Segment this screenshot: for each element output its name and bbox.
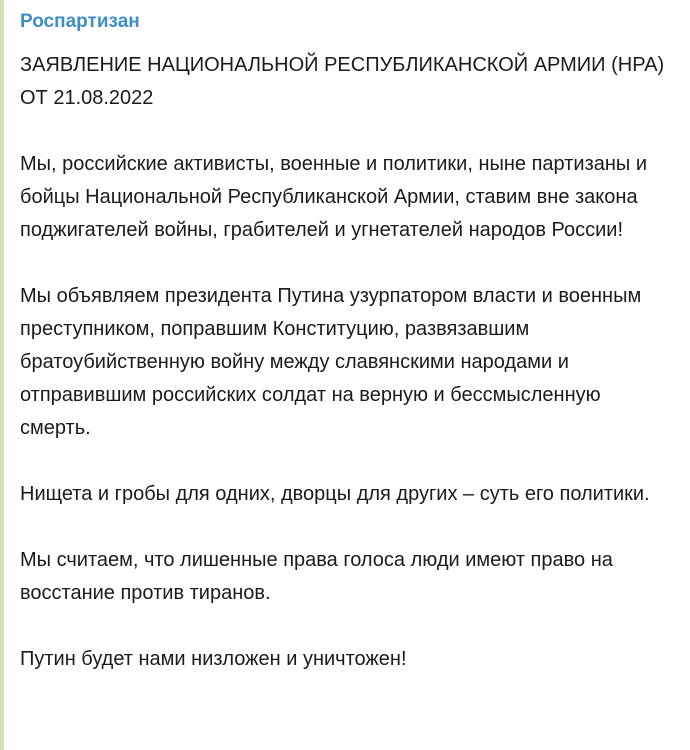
message-paragraph: Мы считаем, что лишенные права голоса люди имеют право на восстание против тиранов.	[20, 549, 613, 604]
channel-name[interactable]: Роспартизан	[20, 11, 140, 32]
message-paragraph: Путин будет нами низложен и уничтожен!	[20, 648, 407, 670]
message-body	[20, 148, 670, 676]
message-title: ЗАЯВЛЕНИЕ НАЦИОНАЛЬНОЙ РЕСПУБЛИКАНСКОЙ АРМИИ (НРА) ОТ 21.08.2022	[20, 54, 665, 109]
message-paragraph: Мы объявляем президента Путина узурпатором власти и военным преступником, поправшим Конституцию, развязавшим братоубийственную войну между славянскими народами и отправившим российских солдат на верную и бессмысленную смерть.	[20, 285, 642, 439]
message-paragraph: Мы, российские активисты, военные и политики, ныне партизаны и бойцы Национальной Республиканской Армии, ставим вне закона поджигателей войны, грабителей и угнетателей народов России!	[20, 153, 648, 241]
message-paragraph: Нищета и гробы для одних, дворцы для других – суть его политики.	[20, 483, 650, 505]
